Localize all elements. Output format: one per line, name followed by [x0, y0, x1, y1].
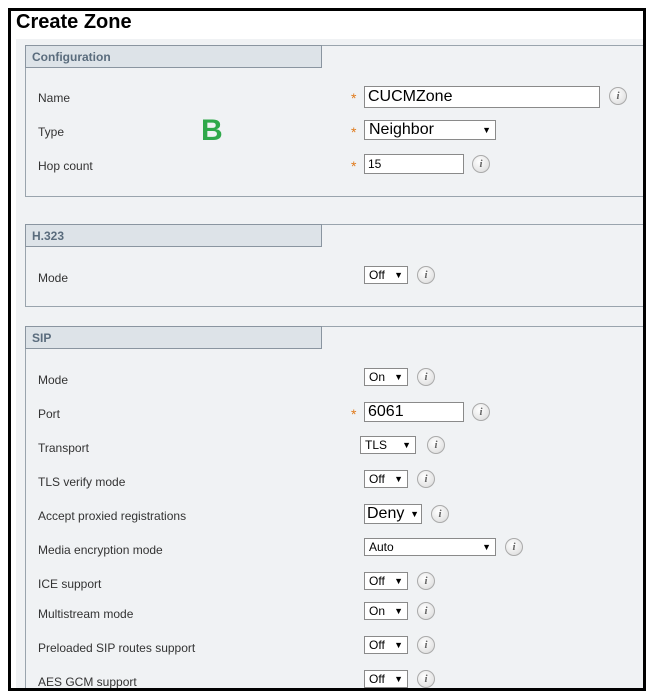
chevron-down-icon: ▼ [482, 542, 491, 552]
name-input[interactable]: CUCMZone [364, 86, 600, 108]
aes-gcm-support-select-value: Off [369, 672, 385, 686]
info-icon[interactable]: i [417, 572, 435, 590]
chevron-down-icon: ▼ [394, 606, 403, 616]
type-select-value: Neighbor [369, 121, 434, 138]
transport-label: Transport [38, 441, 89, 455]
aes-gcm-support-row [38, 670, 646, 691]
transport-select-value: TLS [365, 438, 388, 452]
multistream-mode-select-value: On [369, 604, 386, 618]
ice-support-row [38, 572, 646, 596]
page-title: Create Zone [16, 11, 132, 33]
info-icon[interactable]: i [417, 670, 435, 688]
tls-verify-mode-label: TLS verify mode [38, 475, 126, 489]
hop-count-row [38, 154, 646, 178]
required-indicator: * [351, 90, 357, 106]
port-row [38, 402, 646, 426]
window-frame [8, 8, 646, 691]
ice-support-label: ICE support [38, 577, 102, 591]
aes-gcm-support-select[interactable] [364, 670, 408, 688]
sip-mode-select[interactable] [364, 368, 408, 386]
hop-count-label: Hop count [38, 159, 93, 173]
preloaded-sip-routes-support-label: Preloaded SIP routes support [38, 641, 196, 655]
overlay-letter: B [201, 114, 223, 147]
info-icon[interactable]: i [417, 266, 435, 284]
h323-mode-select-value: Off [369, 268, 385, 282]
sip-section [25, 326, 646, 691]
info-icon[interactable]: i [472, 155, 490, 173]
tls-verify-mode-row [38, 470, 646, 494]
h323-mode-label: Mode [38, 271, 69, 285]
transport-row [38, 436, 646, 460]
required-indicator: * [351, 124, 357, 140]
multistream-mode-label: Multistream mode [38, 607, 134, 621]
tls-verify-mode-select[interactable] [364, 470, 408, 488]
h323-mode-row [38, 266, 646, 290]
hop-count-input[interactable]: 15 [364, 154, 464, 174]
info-icon[interactable]: i [417, 636, 435, 654]
preloaded-sip-routes-support-select[interactable] [364, 636, 408, 654]
port-label: Port [38, 407, 61, 421]
configuration-section [25, 45, 646, 197]
media-encryption-mode-row [38, 538, 646, 562]
chevron-down-icon: ▼ [394, 474, 403, 484]
type-row [38, 120, 646, 144]
info-icon[interactable]: i [417, 602, 435, 620]
multistream-mode-select[interactable] [364, 602, 408, 620]
info-icon[interactable]: i [417, 368, 435, 386]
chevron-down-icon: ▼ [394, 270, 403, 280]
type-select[interactable] [364, 120, 496, 140]
accept-proxied-registrations-row [38, 504, 646, 528]
name-label: Name [38, 91, 71, 105]
sip-mode-row [38, 368, 646, 392]
media-encryption-mode-label: Media encryption mode [38, 543, 163, 557]
form-content [16, 39, 646, 691]
chevron-down-icon: ▼ [394, 674, 403, 684]
ice-support-select-value: Off [369, 574, 385, 588]
h323-section [25, 224, 646, 307]
required-indicator: * [351, 158, 357, 174]
accept-proxied-registrations-select-value: Deny [367, 505, 405, 522]
accept-proxied-registrations-label: Accept proxied registrations [38, 509, 187, 523]
info-icon[interactable]: i [472, 403, 490, 421]
info-icon[interactable]: i [505, 538, 523, 556]
aes-gcm-support-label: AES GCM support [38, 675, 137, 689]
type-label: Type [38, 125, 65, 139]
info-icon[interactable]: i [417, 470, 435, 488]
media-encryption-mode-select-value: Auto [369, 540, 394, 554]
h323-section-header: H.323 [25, 224, 322, 247]
h323-mode-select[interactable] [364, 266, 408, 284]
preloaded-sip-routes-support-select-value: Off [369, 638, 385, 652]
multistream-mode-row [38, 602, 646, 626]
info-icon[interactable]: i [609, 87, 627, 105]
sip-mode-label: Mode [38, 373, 69, 387]
accept-proxied-registrations-select[interactable] [364, 504, 422, 524]
sip-section-header: SIP [25, 326, 322, 349]
preloaded-sip-routes-support-row [38, 636, 646, 660]
info-icon[interactable]: i [427, 436, 445, 454]
required-indicator: * [351, 406, 357, 422]
chevron-down-icon: ▼ [394, 372, 403, 382]
info-icon[interactable]: i [431, 505, 449, 523]
configuration-section-header: Configuration [25, 45, 322, 68]
chevron-down-icon: ▼ [394, 640, 403, 650]
ice-support-select[interactable] [364, 572, 408, 590]
chevron-down-icon: ▼ [402, 440, 411, 450]
name-row [38, 86, 646, 110]
sip-mode-select-value: On [369, 370, 386, 384]
tls-verify-mode-select-value: Off [369, 472, 385, 486]
chevron-down-icon: ▼ [482, 125, 491, 135]
media-encryption-mode-select[interactable] [364, 538, 496, 556]
port-input[interactable]: 6061 [364, 402, 464, 422]
chevron-down-icon: ▼ [394, 576, 403, 586]
transport-select[interactable] [360, 436, 416, 454]
chevron-down-icon: ▼ [410, 509, 419, 519]
